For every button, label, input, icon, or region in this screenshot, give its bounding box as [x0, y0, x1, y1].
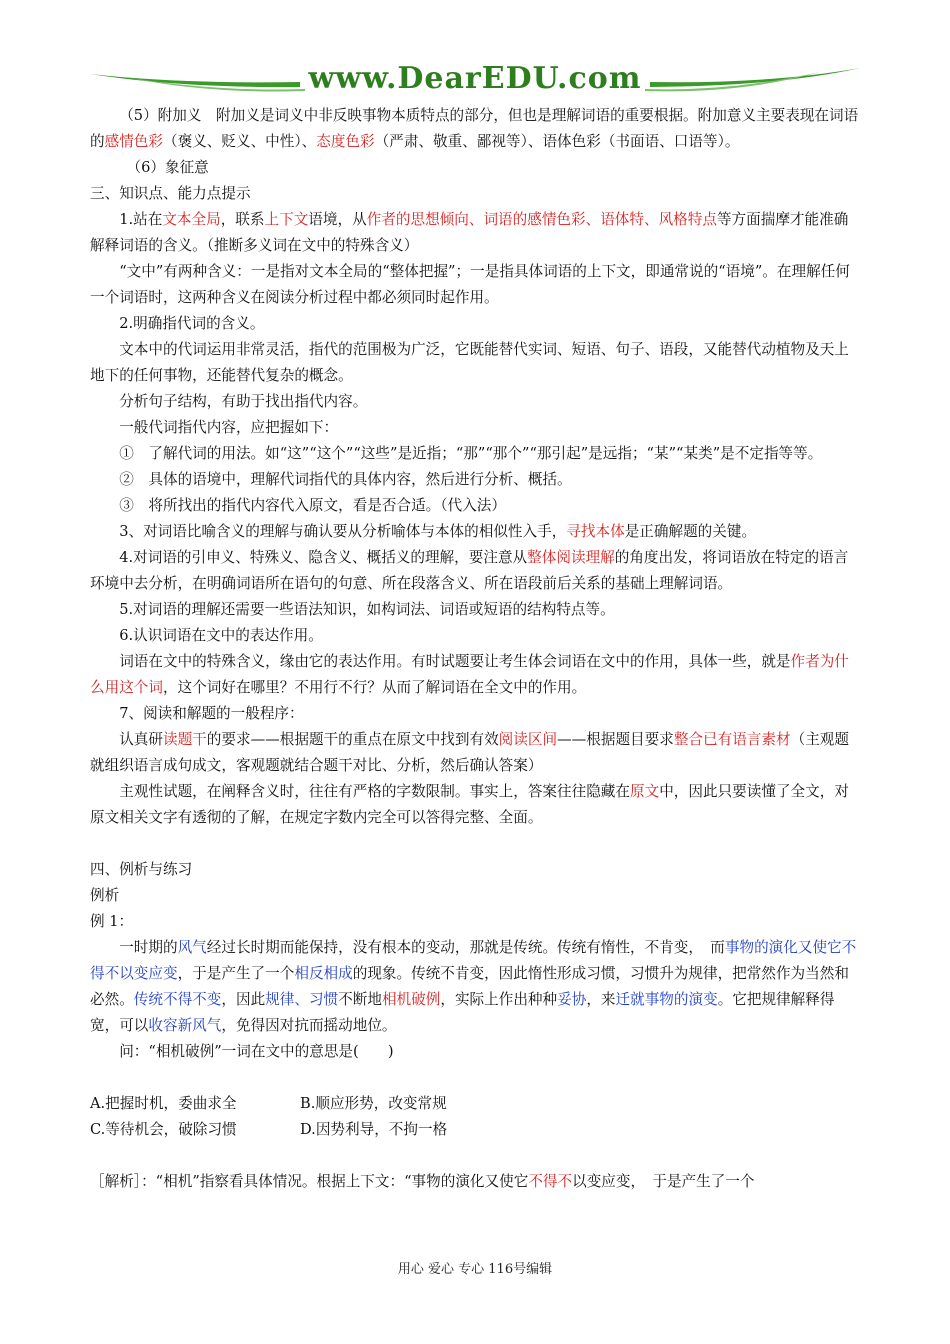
para-2: “文中”有两种含义：一是指对文本全局的“整体把握”；一是指具体词语的上下文，即通常说的“语境”。在理解任何一个词语时，这两种含义在阅读分析过程中都必须同时起作用。: [90, 263, 850, 306]
label-example-1: 例 1：: [90, 913, 134, 930]
para-5: 分析句子结构，有助于找出指代内容。: [119, 393, 368, 410]
para-14: 词语在文中的特殊含义，缘由它的表达作用。有时试题要让考生体会词语在文中的作用，具体一些，就是作者为什么用这个词，这个词好在哪里？不用行不行？从而了解词语在全文中的作用。: [90, 653, 849, 696]
site-logo[interactable]: www.DearEDU.com: [308, 61, 642, 96]
para-15: 7、阅读和解题的一般程序：: [119, 705, 304, 722]
para-sec5: （5）附加义 附加义是词义中非反映事物本质特点的部分，但也是理解词语的重要根据。附加意义主要表现在词语的感情色彩（褒义、贬义、中性）、态度色彩（严肃、敬重、鄙视等）、语体色彩（书面语、口语等）。: [90, 107, 859, 150]
options-row-1: [90, 1091, 862, 1117]
para-8: ② 具体的语境中，理解代词指代的具体内容，然后进行分析、概括。: [119, 471, 572, 488]
para-13: 6.认识词语在文中的表达作用。: [119, 627, 323, 644]
para-10: 3、对词语比喻含义的理解与确认要从分析喻体与本体的相似性入手，寻找本体是正确解题的关键。: [119, 523, 757, 540]
option-c: C.等待机会，破除习惯: [90, 1121, 237, 1138]
analysis: ［解析］：“相机”指察看具体情况。根据上下文：“事物的演化又使它不得不以变应变， 于是产生了一个: [90, 1173, 755, 1190]
para-7: ① 了解代词的用法。如“这”“这个”“这些”是近指；“那”“那个”“那引起”是远指；“某”“某类”是不定指等等。: [119, 445, 823, 462]
site-header: [90, 62, 860, 98]
option-d: D.因势利导，不拘一格: [300, 1121, 448, 1138]
para-11: 4.对词语的引申义、特殊义、隐含义、概括义的理解，要注意从整体阅读理解的角度出发，将词语放在特定的语言环境中去分析，在明确词语所在语句的句意、所在段落含义、所在语段前后关系的基础上理解词语。: [90, 549, 849, 592]
para-9: ③ 将所找出的指代内容代入原文，看是否合适。（代入法）: [119, 497, 506, 514]
para-16: 认真研读题干的要求——根据题干的重点在原文中找到有效阅读区间——根据题目要求整合已有语言素材（主观题就组织语言成句成文，客观题就结合题干对比、分析，然后确认答案）: [90, 731, 849, 774]
para-17: 主观性试题，在阐释含义时，往往有严格的字数限制。事实上，答案往往隐藏在原文中，因此只要读懂了全文，对原文相关文字有透彻的了解，在规定字数内完全可以答得完整、全面。: [90, 783, 849, 826]
options-row-2: [90, 1117, 862, 1143]
option-a: A.把握时机，委曲求全: [90, 1095, 237, 1112]
example-passage: 一时期的风气经过长时期而能保持，没有根本的变动，那就是传统。传统有惰性，不肯变， 而事物的演化又使它不得不以变应变，于是产生了一个相反相成的现象。传统不肯变，因此惰性形成习惯，习惯升为规律，把常然作为当然和必然。传统不得不变，因此规律、习惯不断地相机破例，实际上作出种种妥协，来迁就事物的演变。它把规律解释得宽，可以收容新风气，免得因对抗而摇动地位。: [90, 939, 857, 1034]
para-1: 1.站在文本全局，联系上下文语境，从作者的思想倾向、词语的感情色彩、语体特、风格特点等方面揣摩才能准确解释词语的含义。（推断多义词在文中的特殊含义）: [90, 211, 849, 254]
para-6: 一般代词指代内容，应把握如下：: [119, 419, 339, 436]
para-12: 5.对词语的理解还需要一些语法知识，如构词法、词语或短语的结构特点等。: [119, 601, 615, 618]
heading-section-3: 三、知识点、能力点提示: [90, 185, 251, 202]
heading-section-4: 四、例析与练习: [90, 861, 193, 878]
para-3: 2.明确指代词的含义。: [119, 315, 265, 332]
para-4: 文本中的代词运用非常灵活，指代的范围极为广泛，它既能替代实词、短语、句子、语段，又能替代动植物及天上地下的任何事物，还能替代复杂的概念。: [90, 341, 849, 384]
para-sec6: （6）象征意: [126, 159, 209, 176]
page-footer: 用心 爱心 专心 116号编辑: [397, 1262, 553, 1277]
question: 问：“相机破例”一词在文中的意思是( ): [119, 1043, 394, 1060]
document-body: [90, 103, 862, 1195]
option-b: B.顺应形势，改变常规: [300, 1095, 447, 1112]
label-lixi: 例析: [90, 887, 120, 904]
